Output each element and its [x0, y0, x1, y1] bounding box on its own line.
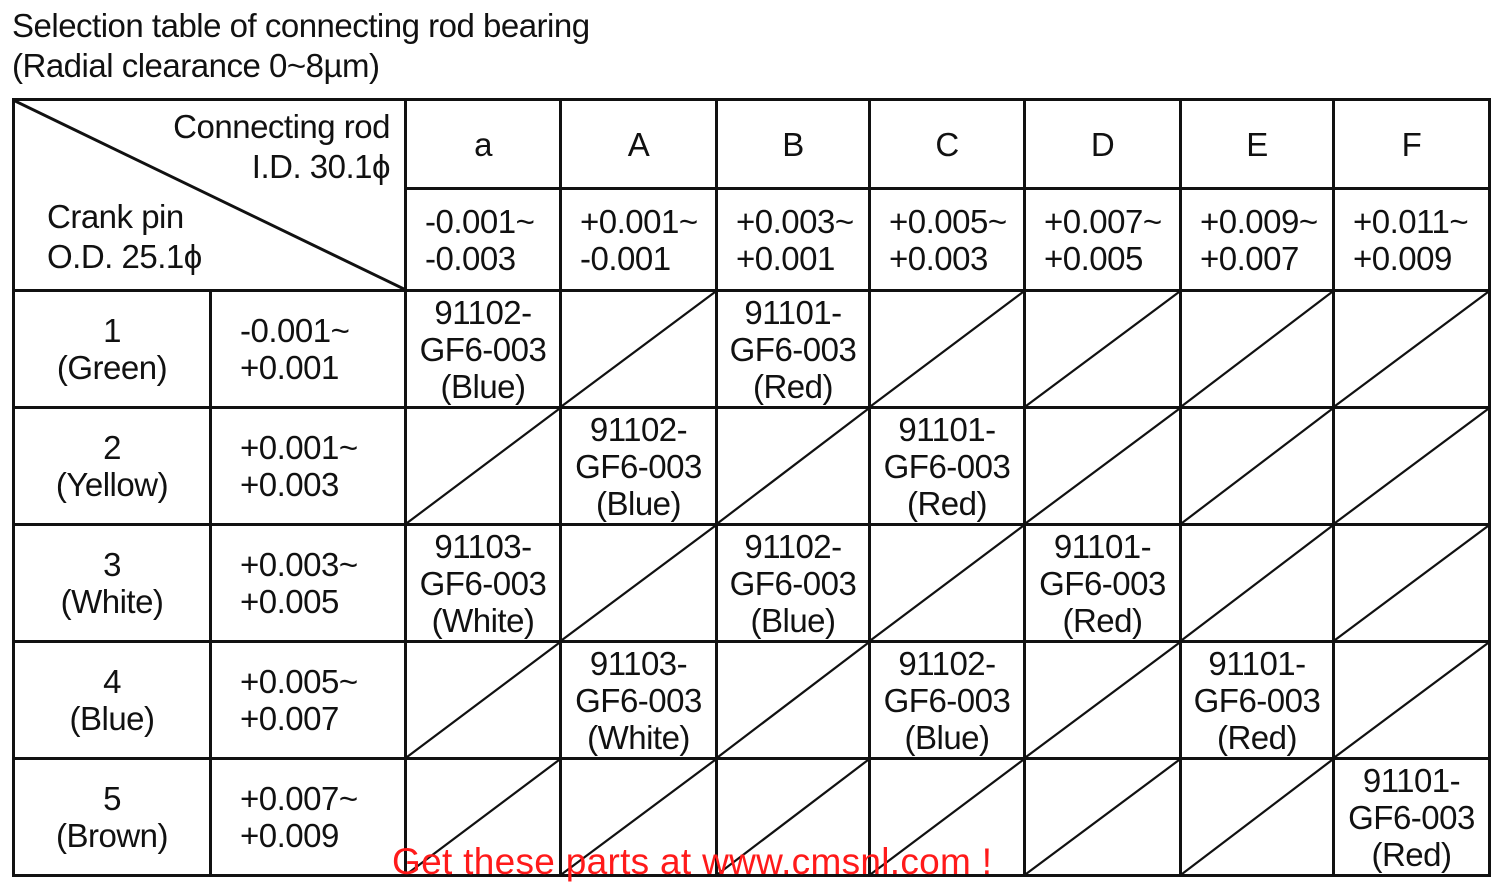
bearing-part-code: GF6-003 — [729, 564, 857, 602]
diagonal-strike — [871, 292, 1023, 406]
crank-pin-grade-color: (Blue) — [69, 700, 155, 737]
column-range-value: -0.003 — [425, 239, 516, 277]
crank-pin-grade-number: 4 — [103, 663, 121, 700]
column-range-B — [717, 189, 870, 291]
column-range-value: +0.005~ — [889, 202, 1007, 240]
crank-pin-label: Crank pin — [47, 198, 184, 235]
crank-pin-grade-cell — [14, 291, 211, 408]
crank-pin-grade-cell — [14, 408, 211, 525]
bearing-part-color: (Blue) — [595, 484, 682, 522]
bearing-part-code: GF6-003 — [419, 564, 547, 602]
column-range-E — [1181, 189, 1334, 291]
bearing-part-cell — [1025, 525, 1181, 642]
crank-pin-range-value: +0.005 — [240, 583, 339, 620]
not-applicable-cell — [1181, 525, 1334, 642]
diagonal-strike — [1335, 643, 1488, 757]
crank-pin-range-value: +0.007 — [240, 700, 339, 737]
crank-pin-grade-cell — [14, 525, 211, 642]
bearing-part-code: GF6-003 — [575, 447, 702, 485]
diagonal-strike — [718, 409, 868, 523]
bearing-part-part: 91102- — [898, 644, 996, 682]
connecting-rod-label: Connecting rod — [173, 108, 390, 145]
not-applicable-cell — [1025, 759, 1181, 876]
crank-pin-range-cell — [211, 525, 406, 642]
crank-pin-grade-color: (White) — [60, 583, 164, 620]
diagonal-strike — [1182, 760, 1332, 874]
not-applicable-cell — [870, 291, 1025, 408]
bearing-part-color: (Blue) — [904, 718, 990, 756]
crank-pin-range-value: +0.001~ — [240, 429, 358, 466]
column-range-value: -0.001~ — [425, 202, 535, 240]
crank-pin-grade-color: (Yellow) — [55, 466, 169, 503]
crank-pin-range-cell — [211, 291, 406, 408]
bearing-part-part: 91101- — [744, 293, 842, 331]
bearing-part-color: (Red) — [1216, 718, 1298, 756]
bearing-part-cell — [1181, 642, 1334, 759]
not-applicable-cell — [1334, 642, 1490, 759]
bearing-part-part: 91103- — [434, 527, 532, 565]
bearing-part-code: GF6-003 — [1193, 681, 1321, 719]
column-range-F — [1334, 189, 1490, 291]
bearing-part-part: 91101- — [1208, 644, 1306, 682]
diagonal-strike — [1026, 643, 1179, 757]
crank-pin-grade-cell — [14, 642, 211, 759]
not-applicable-cell — [1025, 291, 1181, 408]
column-range-value: +0.001 — [736, 239, 835, 277]
column-range-value: +0.001~ — [580, 202, 698, 240]
not-applicable-cell — [870, 525, 1025, 642]
bearing-part-part: 91101- — [1053, 527, 1152, 565]
bearing-part-code: GF6-003 — [729, 330, 857, 368]
diagonal-strike — [1026, 760, 1179, 874]
bearing-part-part: 91102- — [744, 527, 842, 565]
connecting-rod-dim: I.D. 30.1ϕ — [251, 148, 390, 185]
crank-pin-range-value: +0.009 — [240, 817, 339, 854]
not-applicable-cell — [1025, 642, 1181, 759]
connecting-rod-header — [173, 107, 390, 187]
bearing-part-cell — [1334, 759, 1490, 876]
bearing-part-cell — [561, 642, 717, 759]
column-range-value: +0.009 — [1353, 239, 1452, 277]
not-applicable-cell — [406, 642, 561, 759]
bearing-part-cell — [870, 642, 1025, 759]
not-applicable-cell — [406, 408, 561, 525]
page-title: Selection table of connecting rod bearing — [12, 7, 590, 44]
diagonal-strike — [1335, 409, 1488, 523]
parts-link-banner: Get these parts at www.cmsnl.com ! — [392, 841, 993, 882]
not-applicable-cell — [1334, 291, 1490, 408]
column-range-value: +0.009~ — [1200, 202, 1318, 240]
column-letter-row — [14, 100, 1490, 189]
column-letter-A: A — [561, 100, 717, 189]
bearing-part-color: (Blue) — [750, 601, 836, 639]
bearing-part-color: (Red) — [752, 367, 834, 405]
column-range-A — [561, 189, 717, 291]
column-letter-F: F — [1334, 100, 1490, 189]
bearing-part-color: (White) — [587, 718, 690, 756]
not-applicable-cell — [717, 642, 870, 759]
column-range-value: +0.003~ — [736, 202, 854, 240]
bearing-part-code: GF6-003 — [883, 681, 1011, 719]
diagonal-strike — [1182, 409, 1332, 523]
bearing-part-code: GF6-003 — [883, 447, 1011, 485]
crank-pin-range-cell — [211, 642, 406, 759]
bearing-part-part: 91102- — [434, 293, 532, 331]
column-range-D — [1025, 189, 1181, 291]
bearing-part-cell — [406, 291, 561, 408]
diagonal-strike — [1182, 526, 1332, 640]
not-applicable-cell — [1181, 408, 1334, 525]
bearing-part-cell — [406, 525, 561, 642]
column-letter-a: a — [406, 100, 561, 189]
bearing-part-cell — [717, 525, 870, 642]
diagonal-strike — [1026, 409, 1179, 523]
bearing-part-color: (Red) — [1062, 601, 1143, 639]
bearing-part-cell — [717, 291, 870, 408]
crank-pin-grade-number: 3 — [103, 546, 121, 583]
not-applicable-cell — [717, 408, 870, 525]
bearing-part-cell — [870, 408, 1025, 525]
diagonal-strike — [562, 292, 715, 406]
column-range-a — [406, 189, 561, 291]
crank-pin-grade-cell — [14, 759, 211, 876]
column-letter-C: C — [870, 100, 1025, 189]
crank-pin-range-value: -0.001~ — [240, 312, 350, 349]
crank-pin-grade-number: 1 — [103, 312, 121, 349]
bearing-part-code: GF6-003 — [419, 330, 547, 368]
bearing-part-part: 91101- — [1362, 761, 1461, 799]
bearing-part-code: GF6-003 — [1348, 798, 1475, 836]
crank-pin-range-value: +0.003 — [240, 466, 339, 503]
diagonal-strike — [562, 526, 715, 640]
column-range-value: +0.007~ — [1044, 202, 1162, 240]
not-applicable-cell — [1334, 525, 1490, 642]
crank-pin-grade-color: (Brown) — [55, 817, 169, 854]
not-applicable-cell — [1181, 291, 1334, 408]
bearing-part-color: (Blue) — [440, 367, 526, 405]
column-range-value: +0.005 — [1044, 239, 1143, 277]
bearing-part-part: 91103- — [589, 644, 688, 682]
crank-pin-range-value: +0.007~ — [240, 780, 358, 817]
diagonal-strike — [1026, 292, 1179, 406]
crank-pin-dim: O.D. 25.1ϕ — [47, 238, 202, 275]
bearing-part-part: 91101- — [898, 410, 996, 448]
bearing-selection-table — [12, 98, 1491, 877]
page-subtitle: (Radial clearance 0~8µm) — [12, 47, 380, 84]
diagonal-strike — [871, 526, 1023, 640]
diagonal-strike — [1182, 292, 1332, 406]
bearing-part-color: (Red) — [1371, 835, 1452, 873]
diagonal-strike — [718, 643, 868, 757]
bearing-part-cell — [561, 408, 717, 525]
diagonal-strike — [1335, 526, 1488, 640]
column-range-C — [870, 189, 1025, 291]
column-range-value: +0.007 — [1200, 239, 1299, 277]
bearing-part-color: (White) — [431, 601, 535, 639]
column-range-value: -0.001 — [580, 239, 671, 277]
crank-pin-grade-number: 2 — [103, 429, 121, 466]
corner-header-cell — [14, 100, 406, 291]
crank-pin-range-value: +0.001 — [240, 349, 339, 386]
crank-pin-grade-color: (Green) — [56, 349, 168, 386]
not-applicable-cell — [1334, 408, 1490, 525]
column-letter-B: B — [717, 100, 870, 189]
crank-pin-row-2 — [14, 408, 1490, 525]
diagonal-strike — [407, 409, 559, 523]
bearing-part-part: 91102- — [589, 410, 688, 448]
crank-pin-range-value: +0.003~ — [240, 546, 358, 583]
diagonal-strike — [407, 643, 559, 757]
column-range-value: +0.003 — [889, 239, 988, 277]
crank-pin-row-4 — [14, 642, 1490, 759]
crank-pin-header — [47, 197, 202, 277]
crank-pin-range-cell — [211, 408, 406, 525]
column-range-value: +0.011~ — [1353, 202, 1469, 240]
column-letter-E: E — [1181, 100, 1334, 189]
crank-pin-row-1 — [14, 291, 1490, 408]
not-applicable-cell — [1025, 408, 1181, 525]
column-letter-D: D — [1025, 100, 1181, 189]
crank-pin-row-3 — [14, 525, 1490, 642]
crank-pin-grade-number: 5 — [103, 780, 121, 817]
not-applicable-cell — [1181, 759, 1334, 876]
not-applicable-cell — [561, 525, 717, 642]
not-applicable-cell — [561, 291, 717, 408]
bearing-part-code: GF6-003 — [1039, 564, 1166, 602]
crank-pin-range-value: +0.005~ — [240, 663, 358, 700]
bearing-part-color: (Red) — [906, 484, 988, 522]
bearing-part-code: GF6-003 — [575, 681, 702, 719]
crank-pin-range-cell — [211, 759, 406, 876]
diagonal-strike — [1335, 292, 1488, 406]
